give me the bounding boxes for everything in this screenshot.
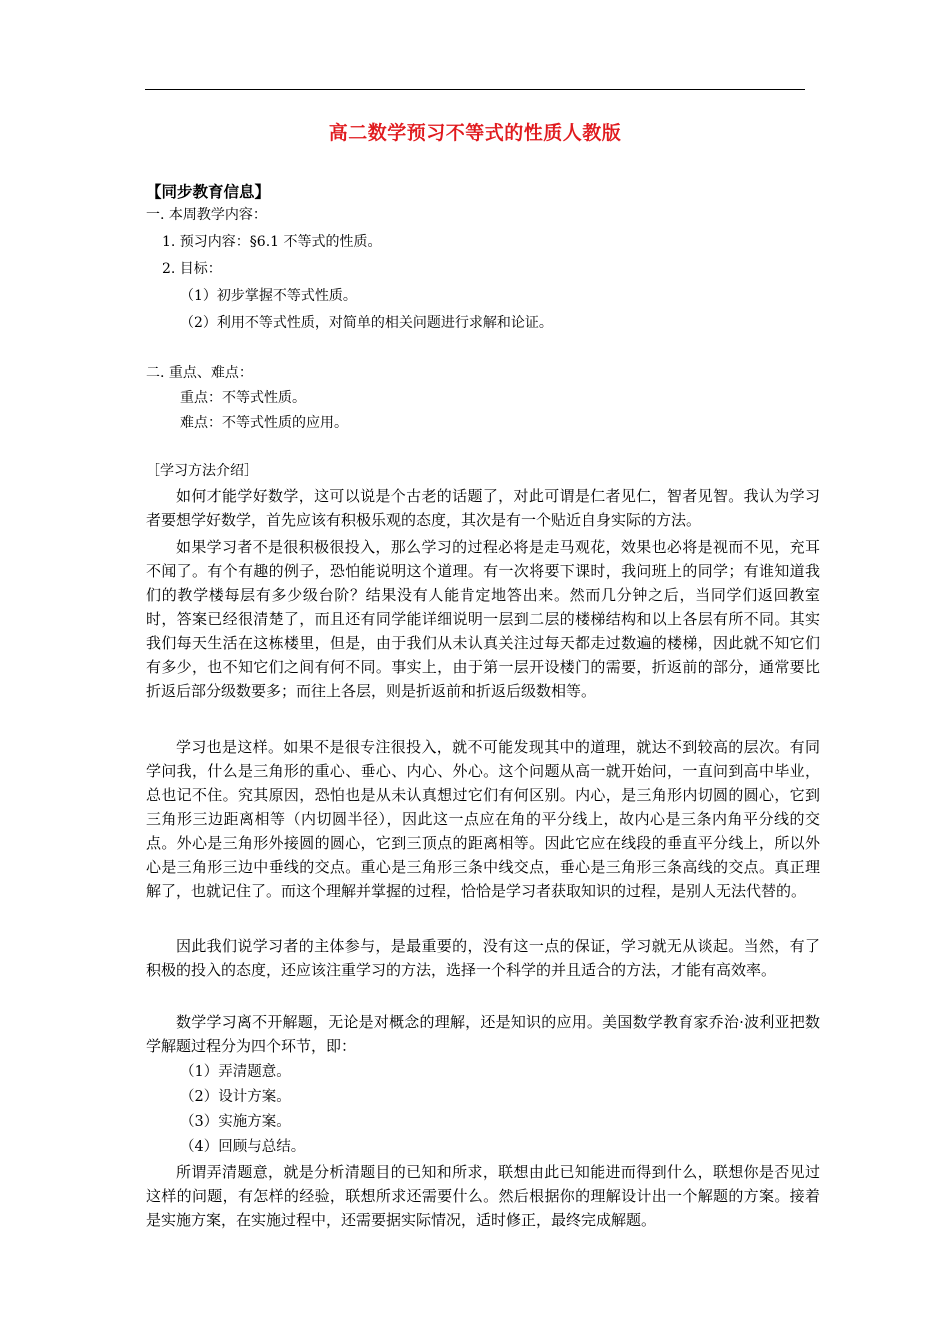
header-rule	[145, 89, 805, 90]
step-1: （1）弄清题意。	[180, 1064, 291, 1080]
goal-1: （1）初步掌握不等式性质。	[180, 288, 357, 304]
part2-heading: 二. 重点、难点：	[146, 365, 253, 381]
part1-heading: 一. 本周教学内容：	[146, 207, 267, 223]
paragraph-3: 学习也是这样。如果不是很专注很投入，就不可能发现其中的道理，就达不到较高的层次。有同学问我，什么是三角形的重心、垂心、内心、外心。这个问题从高一就开始问，一直问到高中毕业，总也记不住。究其原因，恐怕也是从未认真想过它们有何区别。内心，是三角形内切圆的圆心，它到三角形三边距离相等（内切圆半径），因此这一点应在角的平分线上，故内心是三条内角平分线的交点。外心是三角形外接圆的圆心，它到三顶点的距离相等。因此它应在线段的垂直平分线上，所以外心是三角形三边中垂线的交点。重心是三角形三条中线交点，垂心是三角形三条高线的交点。真正理解了，也就记住了。而这个理解并掌握的过程，恰恰是学习者获取知识的过程，是别人无法代替的。	[146, 738, 820, 900]
key-point: 重点：不等式性质。	[180, 390, 306, 406]
part1-item1: 1. 预习内容：§6.1 不等式的性质。	[162, 234, 382, 250]
document-title: 高二数学预习不等式的性质人教版	[328, 122, 622, 144]
difficult-point: 难点：不等式性质的应用。	[180, 415, 348, 431]
paragraph-1: 如何才能学好数学，这可以说是个古老的话题了，对此可谓是仁者见仁，智者见智。我认为学习者要想学好数学，首先应该有积极乐观的态度，其次是有一个贴近自身实际的方法。	[146, 487, 820, 529]
part1-item2: 2. 目标：	[162, 261, 222, 277]
method-heading: ［学习方法介绍］	[146, 463, 258, 479]
final-paragraph: 所谓弄清题意，就是分析清题目的已知和所求，联想由此已知能进而得到什么，联想你是否见过这样的问题，有怎样的经验，联想所求还需要什么。然后根据你的理解设计出一个解题的方案。接着是实施方案，在实施过程中，还需要据实际情况，适时修正，最终完成解题。	[146, 1163, 820, 1229]
step-3: （3）实施方案。	[180, 1114, 291, 1130]
goal-2: （2）利用不等式性质，对简单的相关问题进行求解和论证。	[180, 315, 553, 331]
paragraph-2: 如果学习者不是很积极很投入，那么学习的过程必将是走马观花，效果也必将是视而不见，充耳不闻了。有个有趣的例子，恐怕能说明这个道理。有一次将要下课时，我问班上的同学；有谁知道我们的教学楼每层有多少级台阶？结果没有人能肯定地答出来。然而几分钟之后，当同学们返回教室时，答案已经很清楚了，而且还有同学能详细说明一层到二层的楼梯结构和以上各层有所不同。其实我们每天生活在这栋楼里，但是，由于我们从未认真关注过每天都走过数遍的楼梯，因此就不知它们有多少，也不知它们之间有何不同。事实上，由于第一层开设楼门的需要，折返前的部分，通常要比折返后部分级数要多；而往上各层，则是折返前和折返后级数相等。	[146, 538, 820, 700]
step-2: （2）设计方案。	[180, 1089, 291, 1105]
paragraph-4: 因此我们说学习者的主体参与，是最重要的，没有这一点的保证，学习就无从谈起。当然，有了积极的投入的态度，还应该注重学习的方法，选择一个科学的并且适合的方法，才能有高效率。	[146, 937, 820, 979]
step-4: （4）回顾与总结。	[180, 1139, 306, 1155]
paragraph-5: 数学学习离不开解题，无论是对概念的理解，还是知识的应用。美国数学教育家乔治·波利亚把数学解题过程分为四个环节，即：	[146, 1013, 820, 1055]
section-heading: 【同步教育信息】	[146, 183, 271, 201]
